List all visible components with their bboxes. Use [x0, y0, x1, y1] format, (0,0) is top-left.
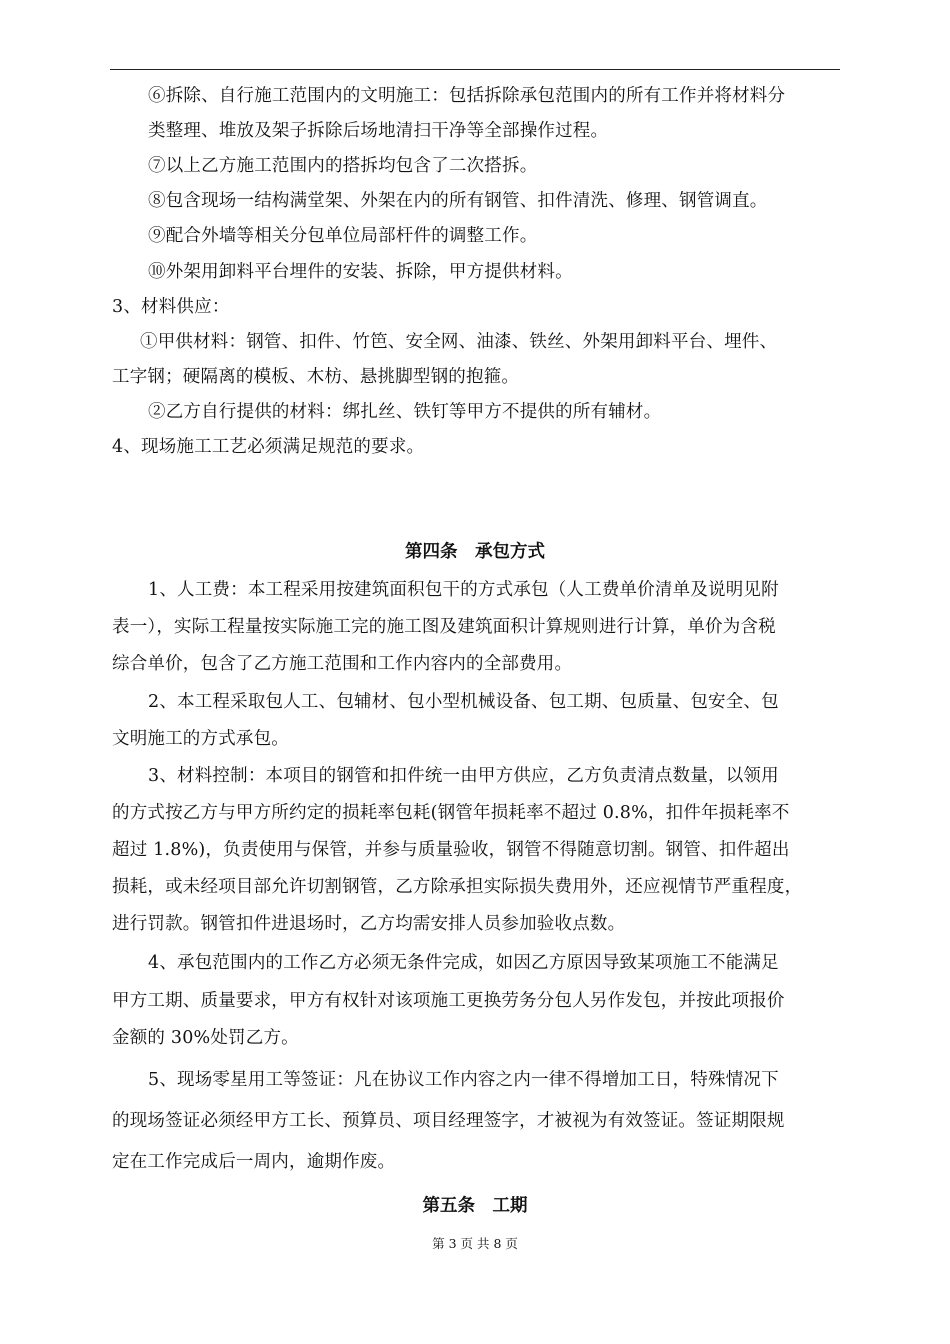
text-line: 4、承包范围内的工作乙方必须无条件完成，如因乙方原因导致某项施工不能满足: [148, 953, 779, 973]
text-line: ①甲供材料：钢管、扣件、竹笆、安全网、油漆、铁丝、外架用卸料平台、埋件、: [140, 332, 778, 352]
text-line: 5、现场零星用工等签证：凡在协议工作内容之内一律不得增加工日，特殊情况下: [148, 1070, 779, 1090]
text-line: 表一），实际工程量按实际施工完的施工图及建筑面积计算规则进行计算，单价为含税: [112, 617, 776, 637]
text-line: 1、人工费：本工程采用按建筑面积包干的方式承包（人工费单价清单及说明见附: [148, 580, 779, 600]
text-line: 综合单价，包含了乙方施工范围和工作内容内的全部费用。: [112, 654, 573, 674]
text-line: 的方式按乙方与甲方所约定的损耗率包耗(钢管年损耗率不超过 0.8%，扣件年损耗率不: [112, 803, 790, 823]
section-heading: 第四条 承包方式: [405, 542, 545, 562]
text-line: 损耗，或未经项目部允许切割钢管，乙方除承担实际损失费用外，还应视情节严重程度，: [112, 877, 803, 897]
text-line: 进行罚款。钢管扣件进退场时，乙方均需安排人员参加验收点数。: [112, 914, 626, 934]
text-line: 的现场签证必须经甲方工长、预算员、项目经理签字，才被视为有效签证。签证期限规: [112, 1111, 785, 1131]
text-line: 定在工作完成后一周内，逾期作废。: [112, 1152, 396, 1172]
text-line: ⑨配合外墙等相关分包单位局部杆件的调整工作。: [148, 226, 538, 246]
text-line: ⑥拆除、自行施工范围内的文明施工：包括拆除承包范围内的所有工作并将材料分: [148, 86, 786, 106]
text-line: 3、材料供应：: [112, 297, 230, 317]
text-line: 3、材料控制：本项目的钢管和扣件统一由甲方供应，乙方负责清点数量，以领用: [148, 766, 779, 786]
text-line: 文明施工的方式承包。: [112, 729, 289, 749]
header-rule: [110, 69, 840, 70]
text-line: ⑩外架用卸料平台埋件的安装、拆除，甲方提供材料。: [148, 262, 573, 282]
text-line: 2、本工程采取包人工、包辅材、包小型机械设备、包工期、包质量、包安全、包: [148, 692, 779, 712]
text-line: ⑦以上乙方施工范围内的搭拆均包含了二次搭拆。: [148, 156, 538, 176]
text-line: 类整理、堆放及架子拆除后场地清扫干净等全部操作过程。: [148, 121, 609, 141]
text-line: 工字钢；硬隔离的模板、木枋、悬挑脚型钢的抱箍。: [112, 367, 520, 387]
text-line: 甲方工期、质量要求，甲方有权针对该项施工更换劳务分包人另作发包，并按此项报价: [112, 991, 785, 1011]
text-line: 4、现场施工工艺必须满足规范的要求。: [112, 437, 425, 457]
text-line: 超过 1.8%)，负责使用与保管，并参与质量验收，钢管不得随意切割。钢管、扣件超出: [112, 840, 790, 860]
text-line: 金额的 30%处罚乙方。: [112, 1028, 299, 1048]
section-heading: 第五条 工期: [422, 1196, 528, 1216]
text-line: ②乙方自行提供的材料：绑扎丝、铁钉等甲方不提供的所有辅材。: [148, 402, 662, 422]
text-line: ⑧包含现场一结构满堂架、外架在内的所有钢管、扣件清洗、修理、钢管调直。: [148, 191, 768, 211]
page-number: 第 3 页 共 8 页: [432, 1236, 518, 1251]
